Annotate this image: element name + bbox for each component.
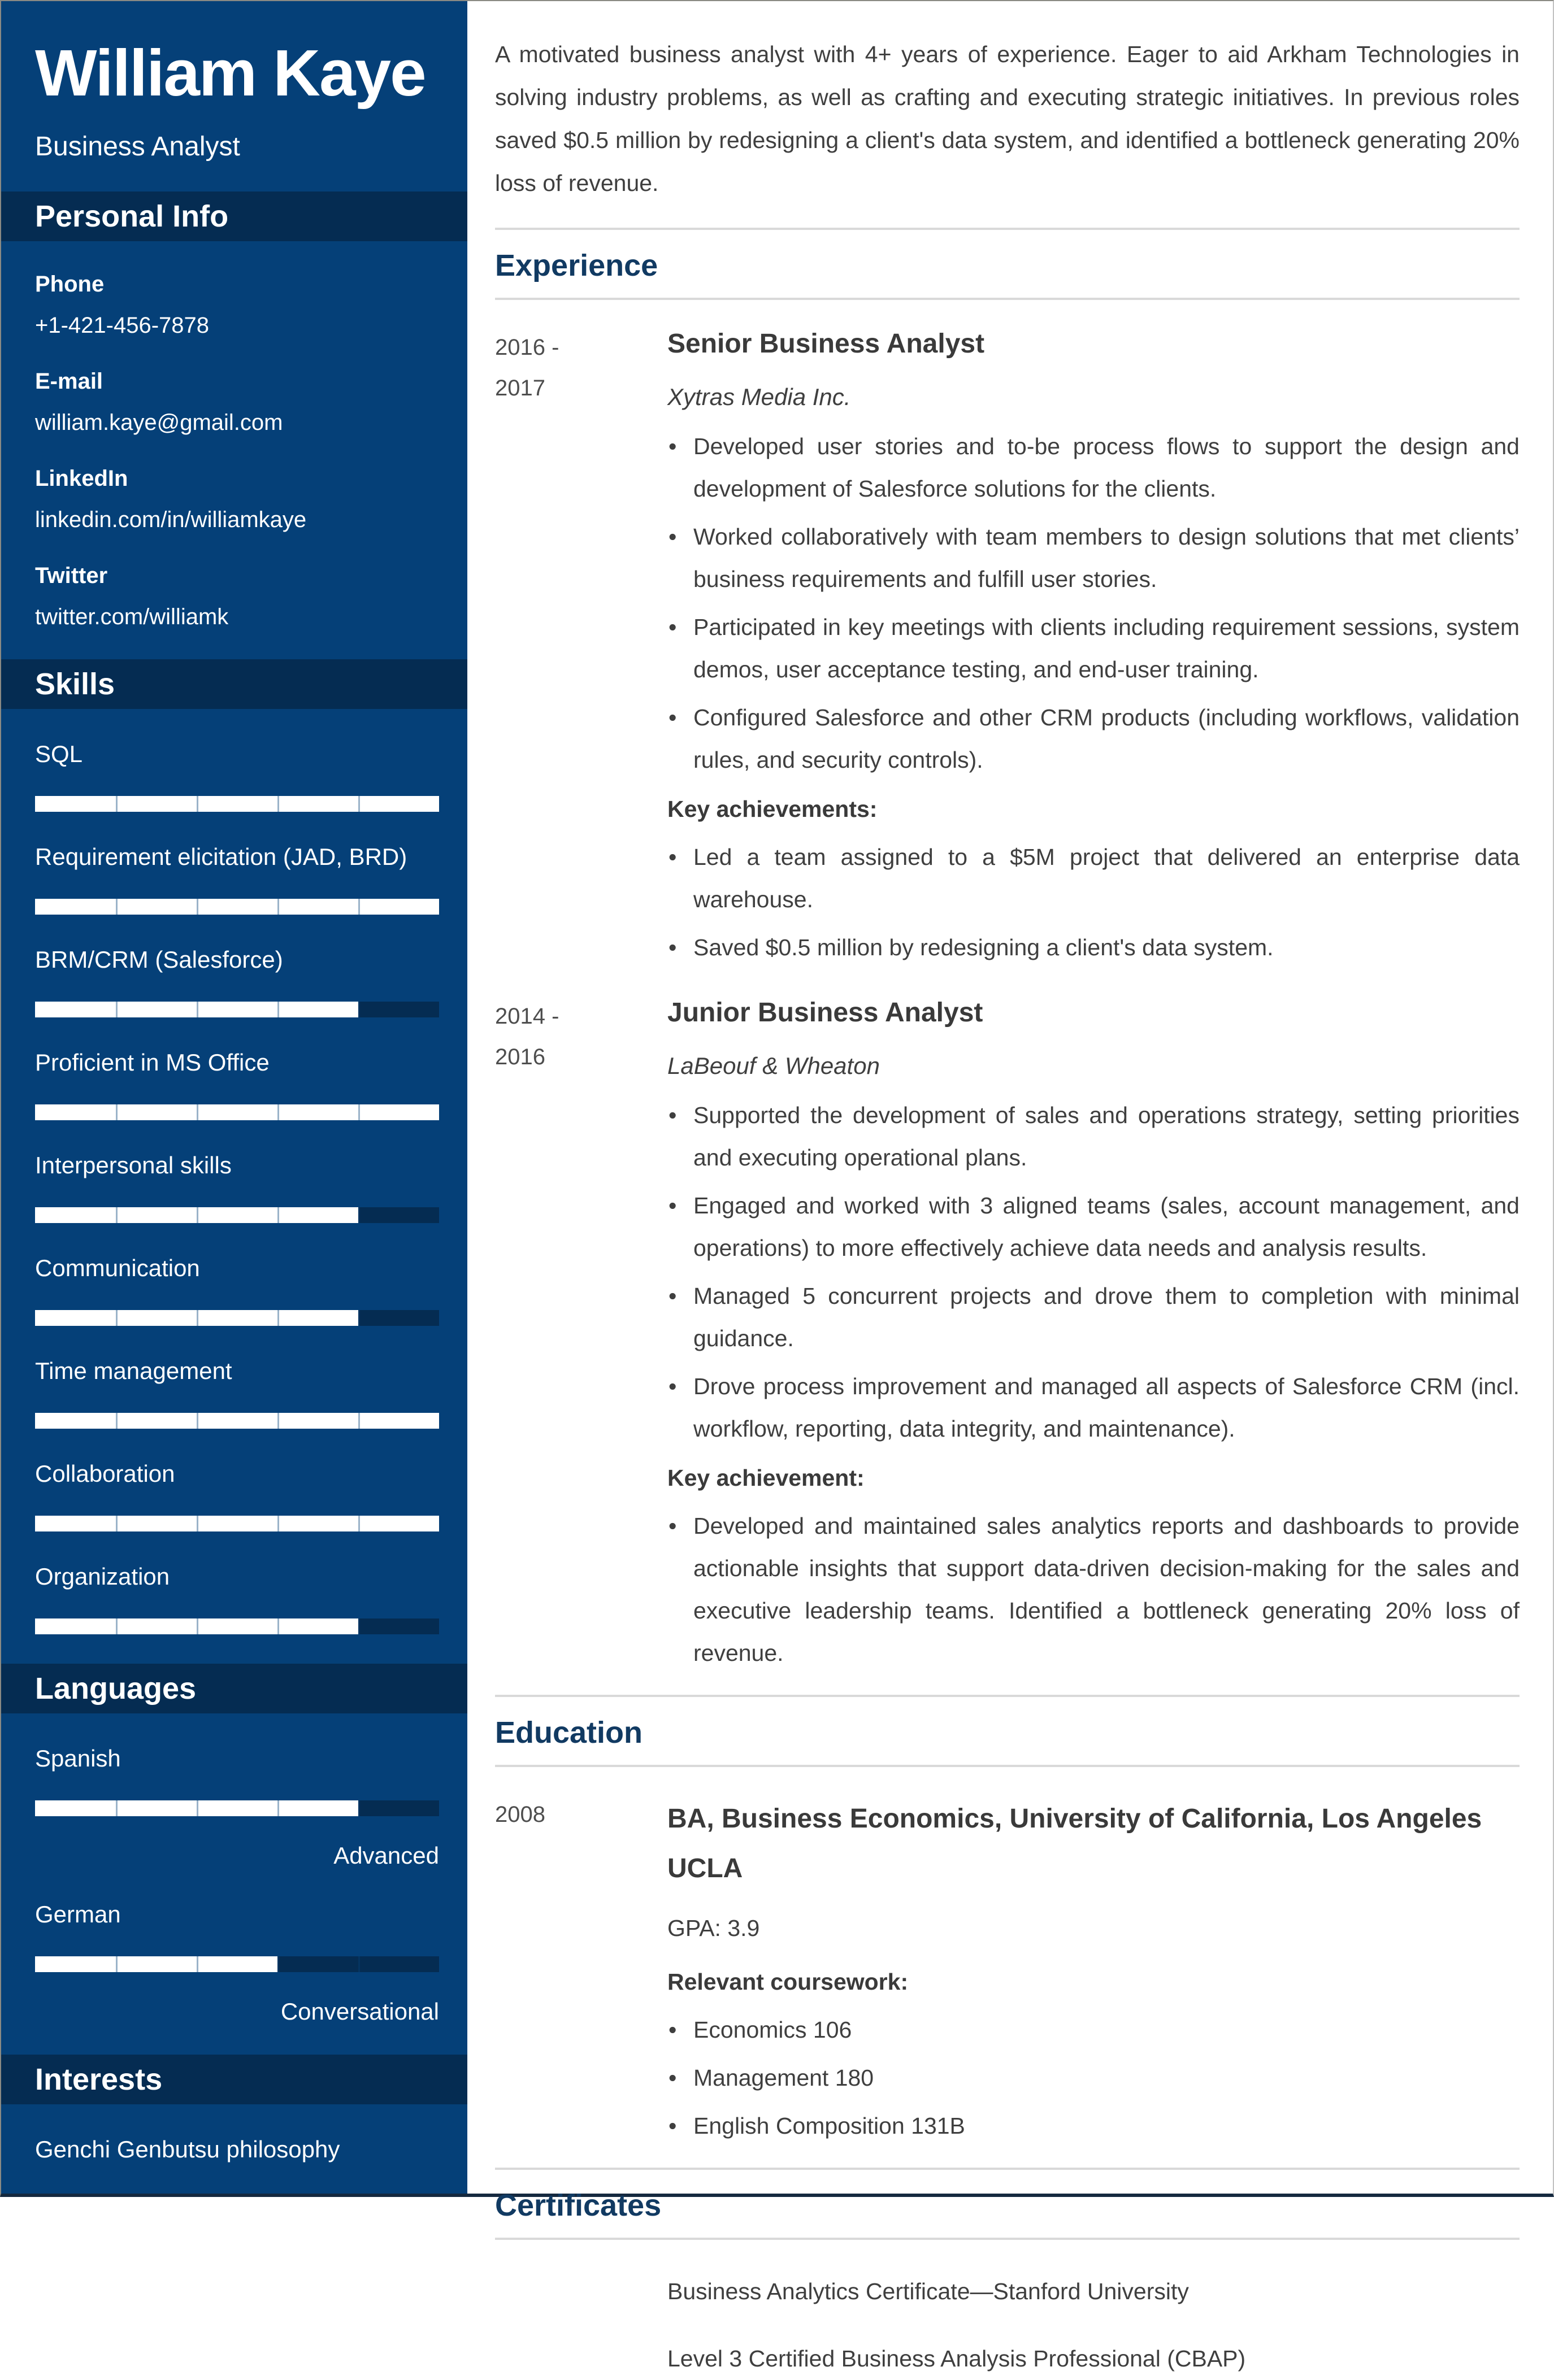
bar-segment-divider (358, 1956, 360, 1972)
languages-heading: Languages (35, 1672, 197, 1705)
divider (495, 1695, 1520, 1697)
job-bullet-list (667, 425, 1520, 781)
degree-title: BA, Business Economics, University of California, Los Angeles UCLA (667, 1804, 1482, 1883)
bar-segment-divider (358, 1002, 360, 1017)
graduation-year: 2008 (495, 1802, 545, 1827)
contact-label: Twitter (35, 563, 108, 588)
bar-segment-divider (358, 1516, 360, 1531)
bar-segment-divider (277, 796, 279, 812)
skill-bar-fill (35, 796, 439, 812)
gpa: GPA: 3.9 (667, 1915, 760, 1941)
bar-segment-divider (358, 796, 360, 812)
bar-segment-divider (277, 1413, 279, 1429)
bar-segment-divider (277, 1618, 279, 1634)
job-bullet: • Drove process improvement and managed all aspects of Salesforce CRM (incl. workflow, reporting, data integrity, and maintenance). (667, 1365, 1520, 1450)
bar-segment-divider (116, 1207, 118, 1223)
coursework-label: Relevant coursework: (667, 1969, 909, 1995)
main-content (467, 1, 1553, 2372)
achievement-bullet: • Developed and maintained sales analytics reports and dashboards to provide actionable insights that support data-driven decision-making for the sales and executive leadership teams. Identified a bottleneck generating 20% loss of revenue. (667, 1505, 1520, 1674)
certificates-details (667, 2246, 1520, 2380)
skill-bar (35, 1310, 439, 1326)
section-band-personal-info (1, 192, 467, 241)
skill-bar (35, 1618, 439, 1634)
skill-label: Interpersonal skills (35, 1152, 232, 1178)
job-title: Junior Business Analyst (667, 998, 983, 1028)
education-entry (495, 1794, 1520, 2147)
language-level: Conversational (280, 1998, 439, 2025)
bar-segment-divider (277, 1956, 279, 1972)
skill-bar (35, 796, 439, 812)
sidebar (1, 1, 467, 2221)
key-achievements-label: Key achievement: (667, 1465, 865, 1491)
bar-segment-divider (116, 1956, 118, 1972)
bar-segment-divider (197, 1618, 198, 1634)
experience-details (667, 327, 1520, 969)
achievement-bullet: • Saved $0.5 million by redesigning a client's data system. (667, 926, 1520, 969)
job-bullet: • Developed user stories and to-be process flows to support the design and development of Salesforce solutions for the clients. (667, 425, 1520, 510)
bar-segment-divider (116, 899, 118, 915)
language-bar (35, 1800, 439, 1816)
section-band-interests (1, 2055, 467, 2104)
bar-segment-divider (277, 1516, 279, 1531)
interests-heading: Interests (35, 2063, 163, 2096)
education-section-title: Education (495, 1716, 643, 1750)
skill-bar (35, 1104, 439, 1120)
contact-label: LinkedIn (35, 466, 128, 491)
divider (495, 2238, 1520, 2240)
bar-segment-divider (197, 1956, 198, 1972)
experience-dates (495, 996, 667, 1674)
bar-segment-divider (277, 1310, 279, 1326)
experience-entry (495, 996, 1520, 1674)
experience-details (667, 996, 1520, 1674)
bar-segment-divider (358, 1310, 360, 1326)
education-details (667, 1794, 1520, 2147)
date-to: 2017 (495, 376, 545, 401)
bar-segment-divider (197, 796, 198, 812)
date-from: 2014 - (495, 1004, 559, 1029)
skill-bar-fill (35, 899, 439, 915)
job-bullet: • Worked collaboratively with team members to design solutions that met clients’ business requirements and fulfill user stories. (667, 516, 1520, 601)
date-to: 2016 (495, 1045, 545, 1069)
certificates-section-title: Certificates (495, 2188, 662, 2222)
contact-label: Phone (35, 272, 105, 297)
skill-label: Organization (35, 1563, 170, 1590)
bar-segment-divider (116, 1310, 118, 1326)
company-name: LaBeouf & Wheaton (667, 1052, 880, 1079)
key-achievements-label: Key achievements: (667, 796, 878, 822)
certificate-item: Level 3 Certified Business Analysis Professional (CBAP) (667, 2346, 1246, 2372)
achievement-list (667, 1505, 1520, 1674)
contact-value-phone: +1-421-456-7878 (35, 313, 210, 338)
bar-segment-divider (197, 1516, 198, 1531)
bar-segment-divider (358, 1207, 360, 1223)
language-label: Spanish (35, 1745, 121, 1772)
divider (495, 1765, 1520, 1767)
bar-segment-divider (277, 1800, 279, 1816)
skill-bar (35, 1413, 439, 1429)
bar-segment-divider (116, 1800, 118, 1816)
bar-segment-divider (358, 1104, 360, 1120)
company-name: Xytras Media Inc. (667, 384, 851, 410)
bar-segment-divider (197, 1413, 198, 1429)
job-bullet-list (667, 1094, 1520, 1450)
certificate-item: Business Analytics Certificate—Stanford University (667, 2278, 1189, 2304)
language-label: German (35, 1901, 121, 1928)
skill-bar-fill (35, 1413, 439, 1429)
bar-segment-divider (358, 1800, 360, 1816)
job-bullet: • Configured Salesforce and other CRM products (including workflows, validation rules, and security controls). (667, 697, 1520, 781)
bar-segment-divider (197, 899, 198, 915)
bar-segment-divider (197, 1104, 198, 1120)
job-title: Senior Business Analyst (667, 329, 985, 359)
date-from: 2016 - (495, 335, 559, 360)
interest-item: Genchi Genbutsu philosophy (35, 2136, 340, 2163)
divider (495, 2168, 1520, 2170)
bar-segment-divider (197, 1207, 198, 1223)
skill-label: Collaboration (35, 1460, 175, 1487)
experience-dates (495, 327, 667, 969)
job-bullet: • Participated in key meetings with clients including requirement sessions, system demos, user acceptance testing, and end-user training. (667, 606, 1520, 691)
skill-label: Requirement elicitation (JAD, BRD) (35, 843, 407, 870)
professional-summary: A motivated business analyst with 4+ years of experience. Eager to aid Arkham Technologies in solving industry problems, as well as crafting and executing strategic initiatives. In previous roles saved $0.5 million by redesigning a client's data system, and identified a bottleneck generating 20% loss of revenue. (495, 41, 1520, 196)
achievement-bullet: • Led a team assigned to a $5M project that delivered an enterprise data warehouse. (667, 836, 1520, 921)
bar-segment-divider (116, 1618, 118, 1634)
candidate-job-title: Business Analyst (35, 132, 240, 162)
bar-segment-divider (197, 1310, 198, 1326)
skill-bar (35, 1207, 439, 1223)
job-bullet: • Engaged and worked with 3 aligned teams (sales, account management, and operations) to more effectively achieve data needs and analysis results. (667, 1185, 1520, 1269)
bar-segment-divider (358, 1413, 360, 1429)
education-dates (495, 1794, 667, 2147)
achievement-list (667, 836, 1520, 969)
skill-label: BRM/CRM (Salesforce) (35, 946, 283, 973)
language-level: Advanced (333, 1842, 439, 1869)
certificates-entry (495, 2246, 1520, 2380)
coursework-item: • Economics 106 (667, 2009, 1520, 2051)
skill-bar (35, 1516, 439, 1531)
skill-bar-fill (35, 1104, 439, 1120)
bar-segment-divider (277, 1002, 279, 1017)
sidebar-header (1, 1, 467, 162)
divider (495, 228, 1520, 230)
contact-value-email: william.kaye@gmail.com (35, 410, 283, 435)
skill-label: Time management (35, 1357, 232, 1384)
skill-bar (35, 899, 439, 915)
skill-label: Proficient in MS Office (35, 1049, 270, 1076)
skills-heading: Skills (35, 667, 115, 701)
experience-section-title: Experience (495, 249, 658, 282)
skill-label: SQL (35, 741, 83, 767)
bar-segment-divider (116, 1516, 118, 1531)
experience-entry (495, 327, 1520, 969)
skill-bar (35, 1002, 439, 1017)
bar-segment-divider (277, 899, 279, 915)
job-bullet: • Supported the development of sales and operations strategy, setting priorities and executing operational plans. (667, 1094, 1520, 1179)
section-band-languages (1, 1664, 467, 1713)
certificates-dates (495, 2246, 667, 2380)
skill-bar-fill (35, 1516, 439, 1531)
bar-segment-divider (116, 1104, 118, 1120)
bar-segment-divider (277, 1207, 279, 1223)
interest-item: Running half-marathons (35, 2195, 289, 2221)
personal-info-heading: Personal Info (35, 199, 229, 233)
interests-content (1, 2136, 467, 2222)
bar-segment-divider (116, 1413, 118, 1429)
bar-segment-divider (116, 1002, 118, 1017)
coursework-item: • Management 180 (667, 2057, 1520, 2099)
divider (495, 298, 1520, 300)
contact-value-linkedin: linkedin.com/in/williamkaye (35, 507, 307, 532)
bar-segment-divider (197, 1800, 198, 1816)
skill-label: Communication (35, 1255, 200, 1281)
job-bullet: • Managed 5 concurrent projects and drove them to completion with minimal guidance. (667, 1275, 1520, 1360)
contact-label: E-mail (35, 369, 103, 394)
bar-segment-divider (116, 796, 118, 812)
coursework-list (667, 2009, 1520, 2147)
skills-content (1, 741, 467, 1634)
languages-content (1, 1745, 467, 2025)
bar-segment-divider (358, 899, 360, 915)
language-bar (35, 1956, 439, 1972)
bar-segment-divider (358, 1618, 360, 1634)
personal-info-content (1, 272, 467, 630)
language-bar-fill (35, 1956, 277, 1972)
contact-value-twitter: twitter.com/williamk (35, 604, 229, 629)
bar-segment-divider (277, 1104, 279, 1120)
section-band-skills (1, 659, 467, 709)
bar-segment-divider (197, 1002, 198, 1017)
candidate-name: William Kaye (35, 36, 426, 110)
coursework-item: • English Composition 131B (667, 2105, 1520, 2147)
